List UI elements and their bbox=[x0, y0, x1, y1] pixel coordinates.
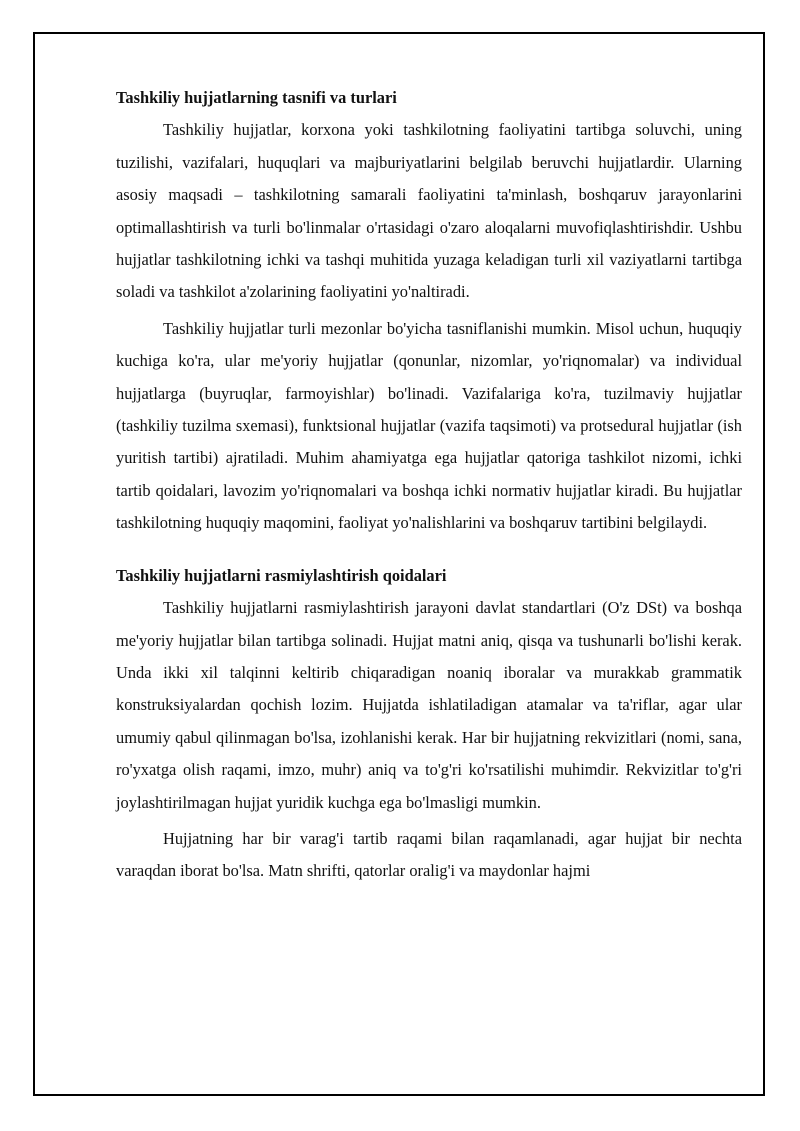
paragraph-formatting-standards: Tashkiliy hujjatlarni rasmiylashtirish jarayoni davlat standartlari (O'z DSt) va boshqa me'yoriy hujjatlar bilan tartibga solinadi. Hujjat matni aniq, qisqa va tushunarli bo'lishi kerak. Unda ikki xil talqinni keltirib chiqaradigan noaniq iboralar va murakkab grammatik konstruksiyalardan qochish lozim. Hujjatda ishlatiladigan atamalar va ta'riflar, agar ular umumiy qabul qilinmagan bo'lsa, izohlanishi kerak. Har bir hujjatning rekvizitlari (nomi, sana, ro'yxatga olish raqami, imzo, muhr) aniq va to'g'ri ko'rsatilishi muhimdir. Rekvizitlar to'g'ri joylashtirilmagan hujjat yuridik kuchga ega bo'lmasligi mumkin. bbox=[116, 598, 742, 812]
section-heading-formatting-rules: Tashkiliy hujjatlarni rasmiylashtirish qoidalari bbox=[116, 565, 447, 585]
paragraph-classification: Tashkiliy hujjatlar turli mezonlar bo'yicha tasniflanishi mumkin. Misol uchun, huquqiy kuchiga ko'ra, ular me'yoriy hujjatlar (qonunlar, nizomlar, yo'riqnomalar) va individual hujjatlarga (buyruqlar, farmoyishlar) bo'linadi. Vazifalariga ko'ra, tuzilmaviy hujjatlar (tashkiliy tuzilma sxemasi), funktsional hujjatlar (vazifa taqsimoti) va protsedural hujjatlar (ish yuritish tartibi) ajratiladi. Muhim ahamiyatga ega hujjatlar qatoriga tashkilot nizomi, ichki tartib qoidalari, lavozim yo'riqnomalari va boshqa ichki normativ hujjatlar kiradi. Bu hujjatlar tashkilotning huquqiy maqomini, faoliyat yo'nalishlarini va boshqaruv tartibini belgilaydi. bbox=[116, 318, 742, 533]
section-heading-classification: Tashkiliy hujjatlarning tasnifi va turlari bbox=[116, 88, 397, 107]
paragraph-definition: Tashkiliy hujjatlar, korxona yoki tashkilotning faoliyatini tartibga soluvchi, uning tuzilishi, vazifalari, huquqlari va majburiyatlarini belgilab beruvchi hujjatlardir. Ularning asosiy maqsadi – tashkilotning samarali faoliyatini ta'minlash, boshqaruv jarayonlarini optimallashtirish va turli bo'linmalar o'rtasidagi o'zaro aloqalarni muvofiqlashtirishdir. Ushbu hujjatlar tashkilotning ichki va tashqi muhitida yuzaga keladigan turli xil vaziyatlarni tartibga soladi va tashkilot a'zolarining faoliyatini yo'naltiradi. bbox=[116, 120, 742, 302]
document-body bbox=[116, 82, 742, 888]
paragraph-page-numbering: Hujjatning har bir varag'i tartib raqami bilan raqamlanadi, agar hujjat bir nechta varaqdan iborat bo'lsa. Matn shrifti, qatorlar oralig'i va maydonlar hajmi bbox=[116, 828, 742, 881]
